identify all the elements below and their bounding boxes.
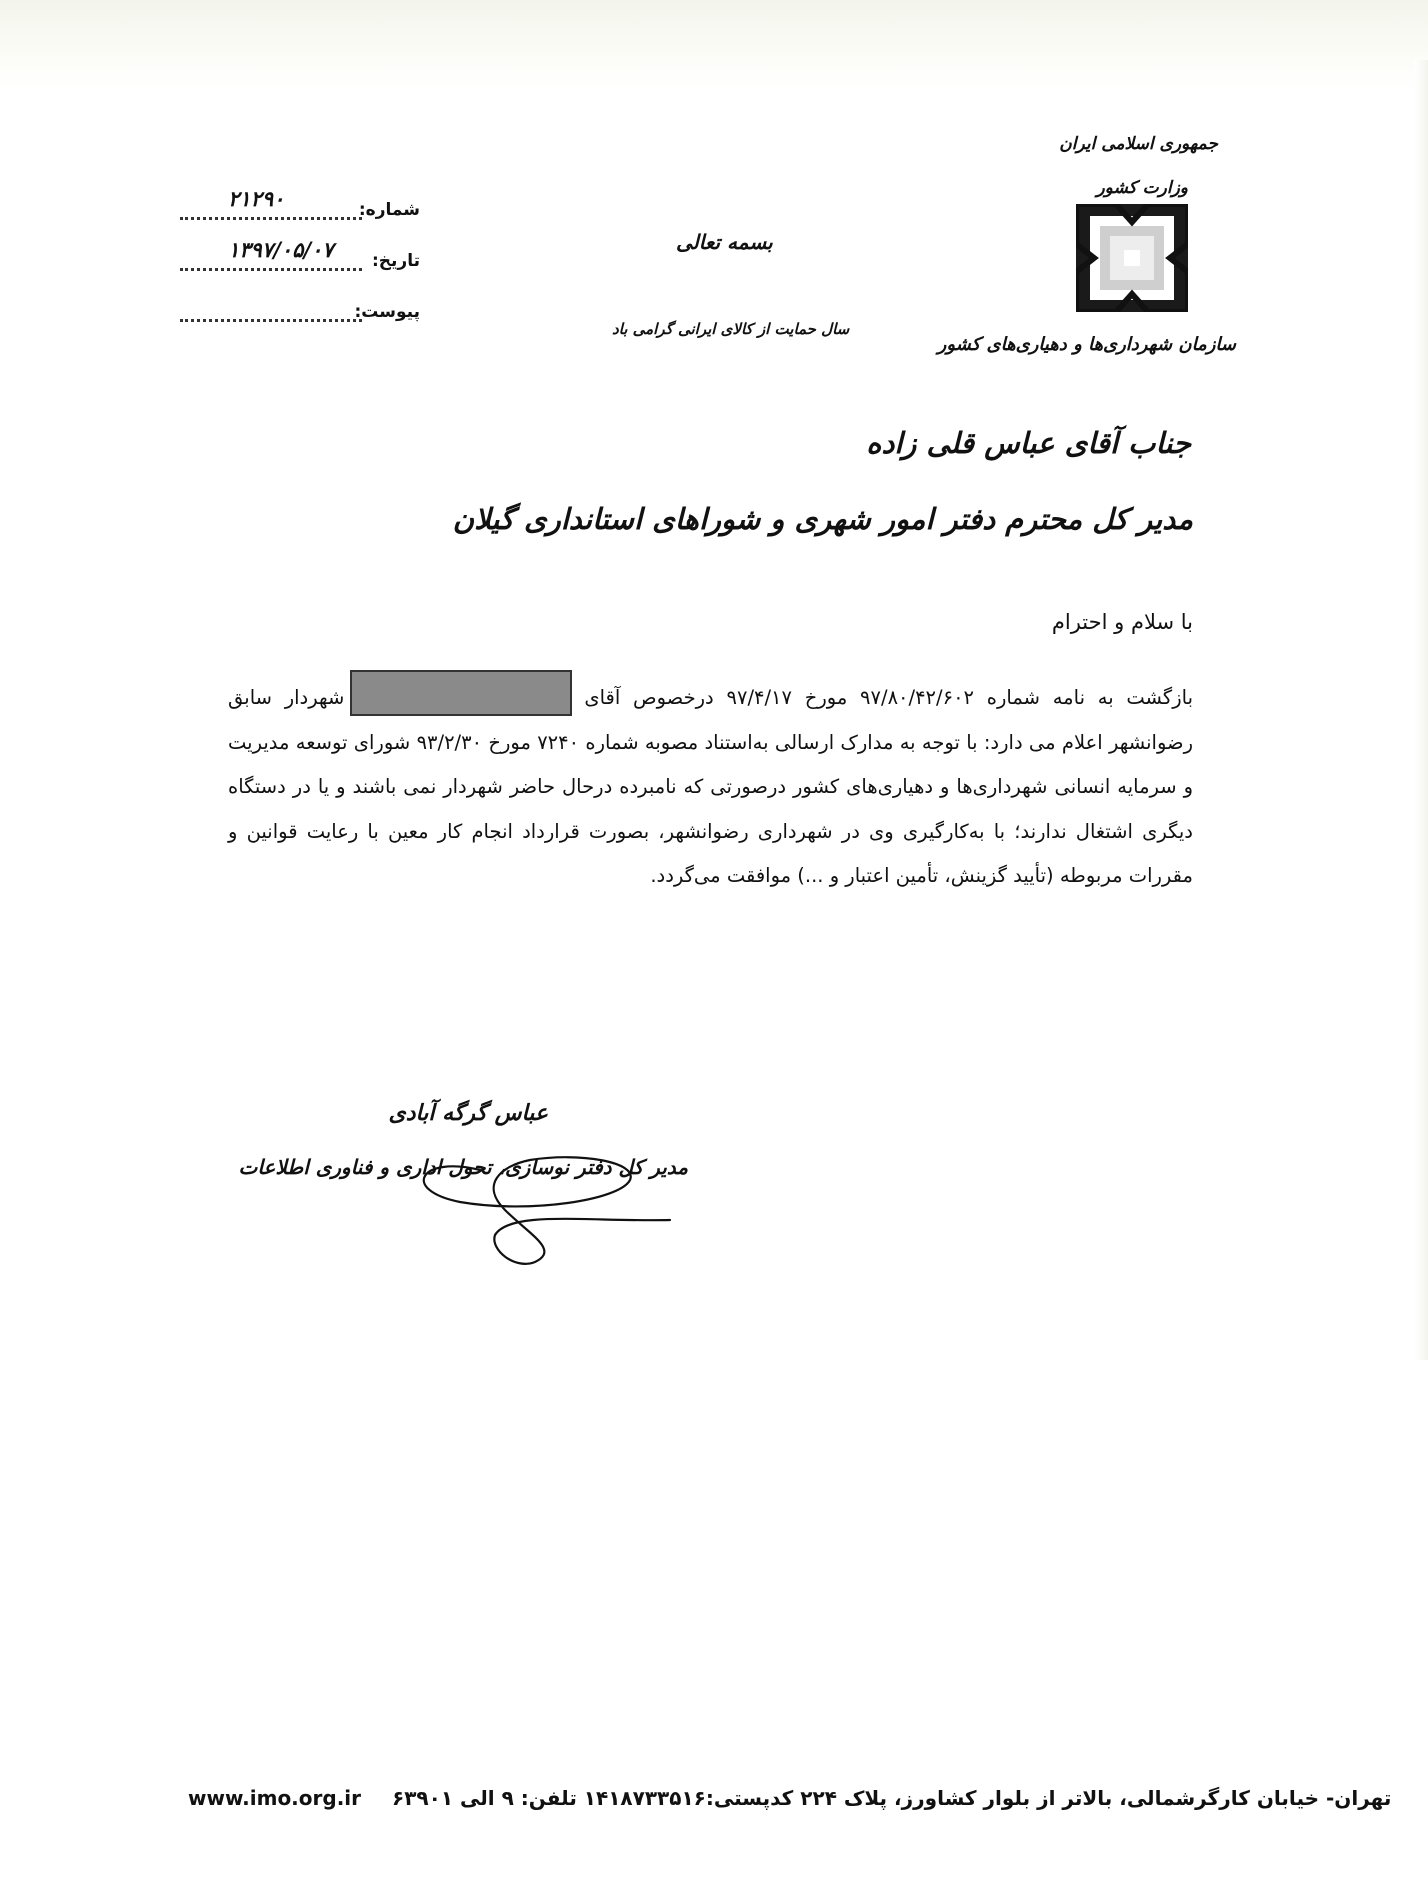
redacted-name-box xyxy=(350,670,572,716)
scan-top-shadow xyxy=(0,0,1428,90)
attachment-dotted-line xyxy=(180,319,362,322)
handwritten-signature-icon xyxy=(330,1130,690,1270)
footer-address: تهران- خیابان کارگرشمالی، بالاتر از بلوار کشاورز، پلاک ۲۲۴ کدپستی:۱۴۱۸۷۳۳۵۱۶ تلفن: ۹ الی ۶۳۹۰۱ xyxy=(392,1786,1392,1810)
signatory-title: مدیر کل دفتر نوسازی، تحول اداری و فناوری اطلاعات xyxy=(238,1155,688,1179)
signatory-name: عباس گرگه آبادی xyxy=(388,1100,548,1126)
bismillah-heading: بسمه تعالی xyxy=(676,230,773,254)
year-motto: سال حمایت از کالای ایرانی گرامی باد xyxy=(612,320,850,338)
body-text-part2: شهردار سابق رضوانشهر اعلام می دارد: با توجه به مدارک ارسالی به‌استناد مصوبه شماره ۷۲۴۰ مورخ ۹۳/۲/۳۰ شورای توسعه مدیریت و سرمایه انسانی شهرداری‌ها و دهیاری‌های کشور درصورتی که نامبرده درحال حاضر شهردار نمی باشند و یا در دستگاه دیگری اشتغال ندارند؛ با به‌کارگیری وی در شهرداری رضوانشهر، بصورت قرارداد انجام کار معین با رعایت قوانین و مقررات مربوطه (تأیید گزینش، تأمین اعتبار و ...) موافقت می‌گردد. xyxy=(228,686,1194,887)
number-dotted-line xyxy=(180,217,362,220)
ministry-logo-icon xyxy=(1076,204,1188,312)
letter-body xyxy=(228,670,1193,899)
date-label: تاریخ: xyxy=(372,251,420,271)
attachment-label: پیوست: xyxy=(354,302,420,322)
letterhead-country: جمهوری اسلامی ایران xyxy=(1059,134,1218,154)
addressee-name: جناب آقای عباس قلی زاده xyxy=(866,426,1191,460)
letterhead-organization: سازمان شهرداری‌ها و دهیاری‌های کشور xyxy=(937,334,1236,355)
date-dotted-line xyxy=(180,268,362,271)
footer-website: www.imo.org.ir xyxy=(188,1786,362,1810)
number-value: ۲۱۲۹۰ xyxy=(228,186,285,211)
number-label: شماره: xyxy=(358,200,420,220)
addressee-title: مدیر کل محترم دفتر امور شهری و شوراهای استانداری گیلان xyxy=(452,502,1193,536)
date-value: ۱۳۹۷/۰۵/۰۷ xyxy=(228,237,334,262)
letterhead-ministry: وزارت کشور xyxy=(1096,178,1188,198)
scan-side-shadow xyxy=(1414,60,1428,1360)
footer xyxy=(188,1786,1391,1810)
body-text-part1: بازگشت به نامه شماره ۹۷/۸۰/۴۲/۶۰۲ مورخ ۹۷/۴/۱۷ درخصوص آقای xyxy=(584,686,1193,709)
attachment-field xyxy=(180,302,420,326)
date-field xyxy=(180,237,420,275)
greeting: با سلام و احترام xyxy=(1051,610,1193,634)
number-field xyxy=(180,186,420,224)
